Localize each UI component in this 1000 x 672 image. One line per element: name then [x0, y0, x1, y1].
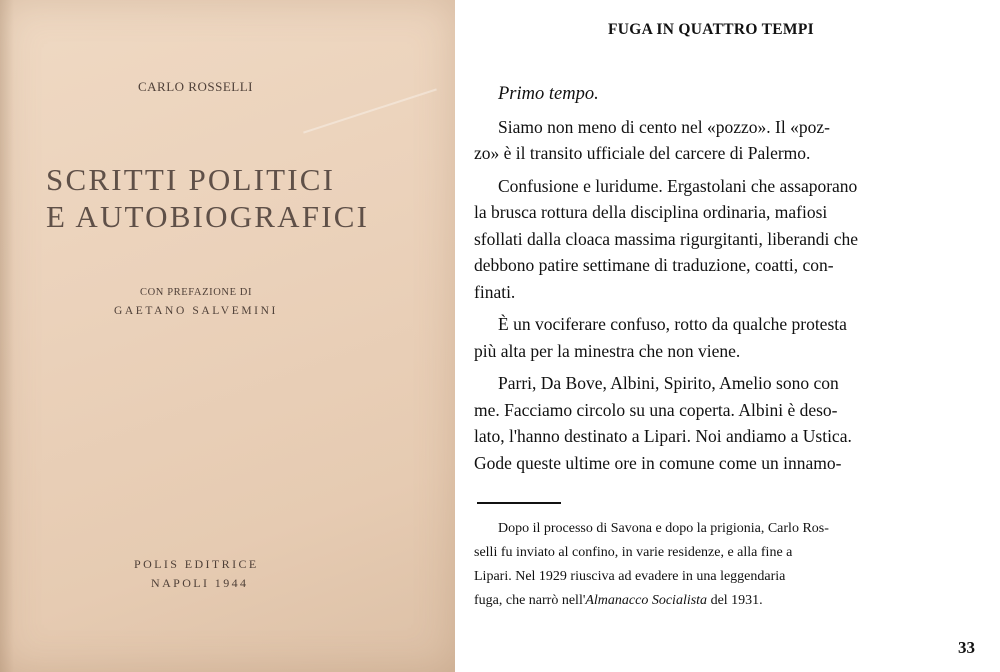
cover-spine-shadow: [0, 0, 14, 672]
book-cover: [0, 0, 455, 672]
section-title: Primo tempo.: [498, 84, 599, 104]
running-head: FUGA IN QUATTRO TEMPI: [608, 21, 814, 38]
footnote-line-last: [474, 589, 988, 613]
cover-title-line-1: SCRITTI POLITICI: [46, 162, 336, 197]
text-line: debbono patire settimane di traduzione, coatti, con-: [474, 255, 834, 275]
footnote-line: Lipari. Nel 1929 riusciva ad evadere in una leggendaria: [474, 569, 786, 584]
footnote-journal-title: Almanacco Socialista: [585, 593, 708, 608]
text-line: sfollati dalla cloaca massima rigurgitanti, liberandi che: [474, 228, 859, 249]
page-body: [474, 81, 988, 476]
text-line: È un vociferare confuso, rotto da qualche protesta: [498, 314, 847, 334]
footnote-rule: [477, 502, 561, 504]
text-line: Gode queste ultime ore in comune come un innamo-: [474, 452, 842, 473]
page-number: 33: [958, 638, 975, 657]
text-line: la brusca rottura della disciplina ordinaria, mafiosi: [474, 202, 828, 222]
cover-author: CARLO ROSSELLI: [138, 79, 253, 94]
text-line: lato, l'hanno destinato a Lipari. Noi andiamo a Ustica.: [474, 426, 852, 446]
text-line: Confusione e luridume. Ergastolani che assaporano: [498, 175, 858, 196]
footnote-line: selli fu inviato al confino, in varie residenze, e alla fine a: [474, 545, 793, 560]
text-line: finati.: [474, 281, 516, 302]
footnote: [474, 517, 988, 613]
cover-city-year: NAPOLI 1944: [151, 576, 249, 590]
text-line: più alta per la minestra che non viene.: [474, 340, 741, 361]
text-line: me. Facciamo circolo su una coperta. Albini è deso-: [474, 399, 838, 420]
text-line: Siamo non meno di cento nel «pozzo». Il «poz-: [498, 116, 830, 137]
footnote-text: del 1931.: [707, 593, 763, 608]
footnote-line: Dopo il processo di Savona e dopo la prigionia, Carlo Ros-: [498, 521, 829, 536]
text-line: zo» è il transito ufficiale del carcere di Palermo.: [474, 143, 811, 163]
cover-crease: [303, 88, 437, 133]
cover-preface-author: GAETANO SALVEMINI: [114, 305, 278, 317]
footnote-text: fuga, che narrò nell': [474, 593, 586, 608]
cover-title-line-2: E AUTOBIOGRAFICI: [46, 199, 370, 234]
cover-preface-label: CON PREFAZIONE DI: [140, 287, 253, 298]
text-line: Parri, Da Bove, Albini, Spirito, Amelio sono con: [498, 373, 839, 393]
text-page: [458, 0, 1000, 672]
cover-publisher: POLIS EDITRICE: [134, 557, 259, 571]
cover-title: [46, 161, 369, 235]
